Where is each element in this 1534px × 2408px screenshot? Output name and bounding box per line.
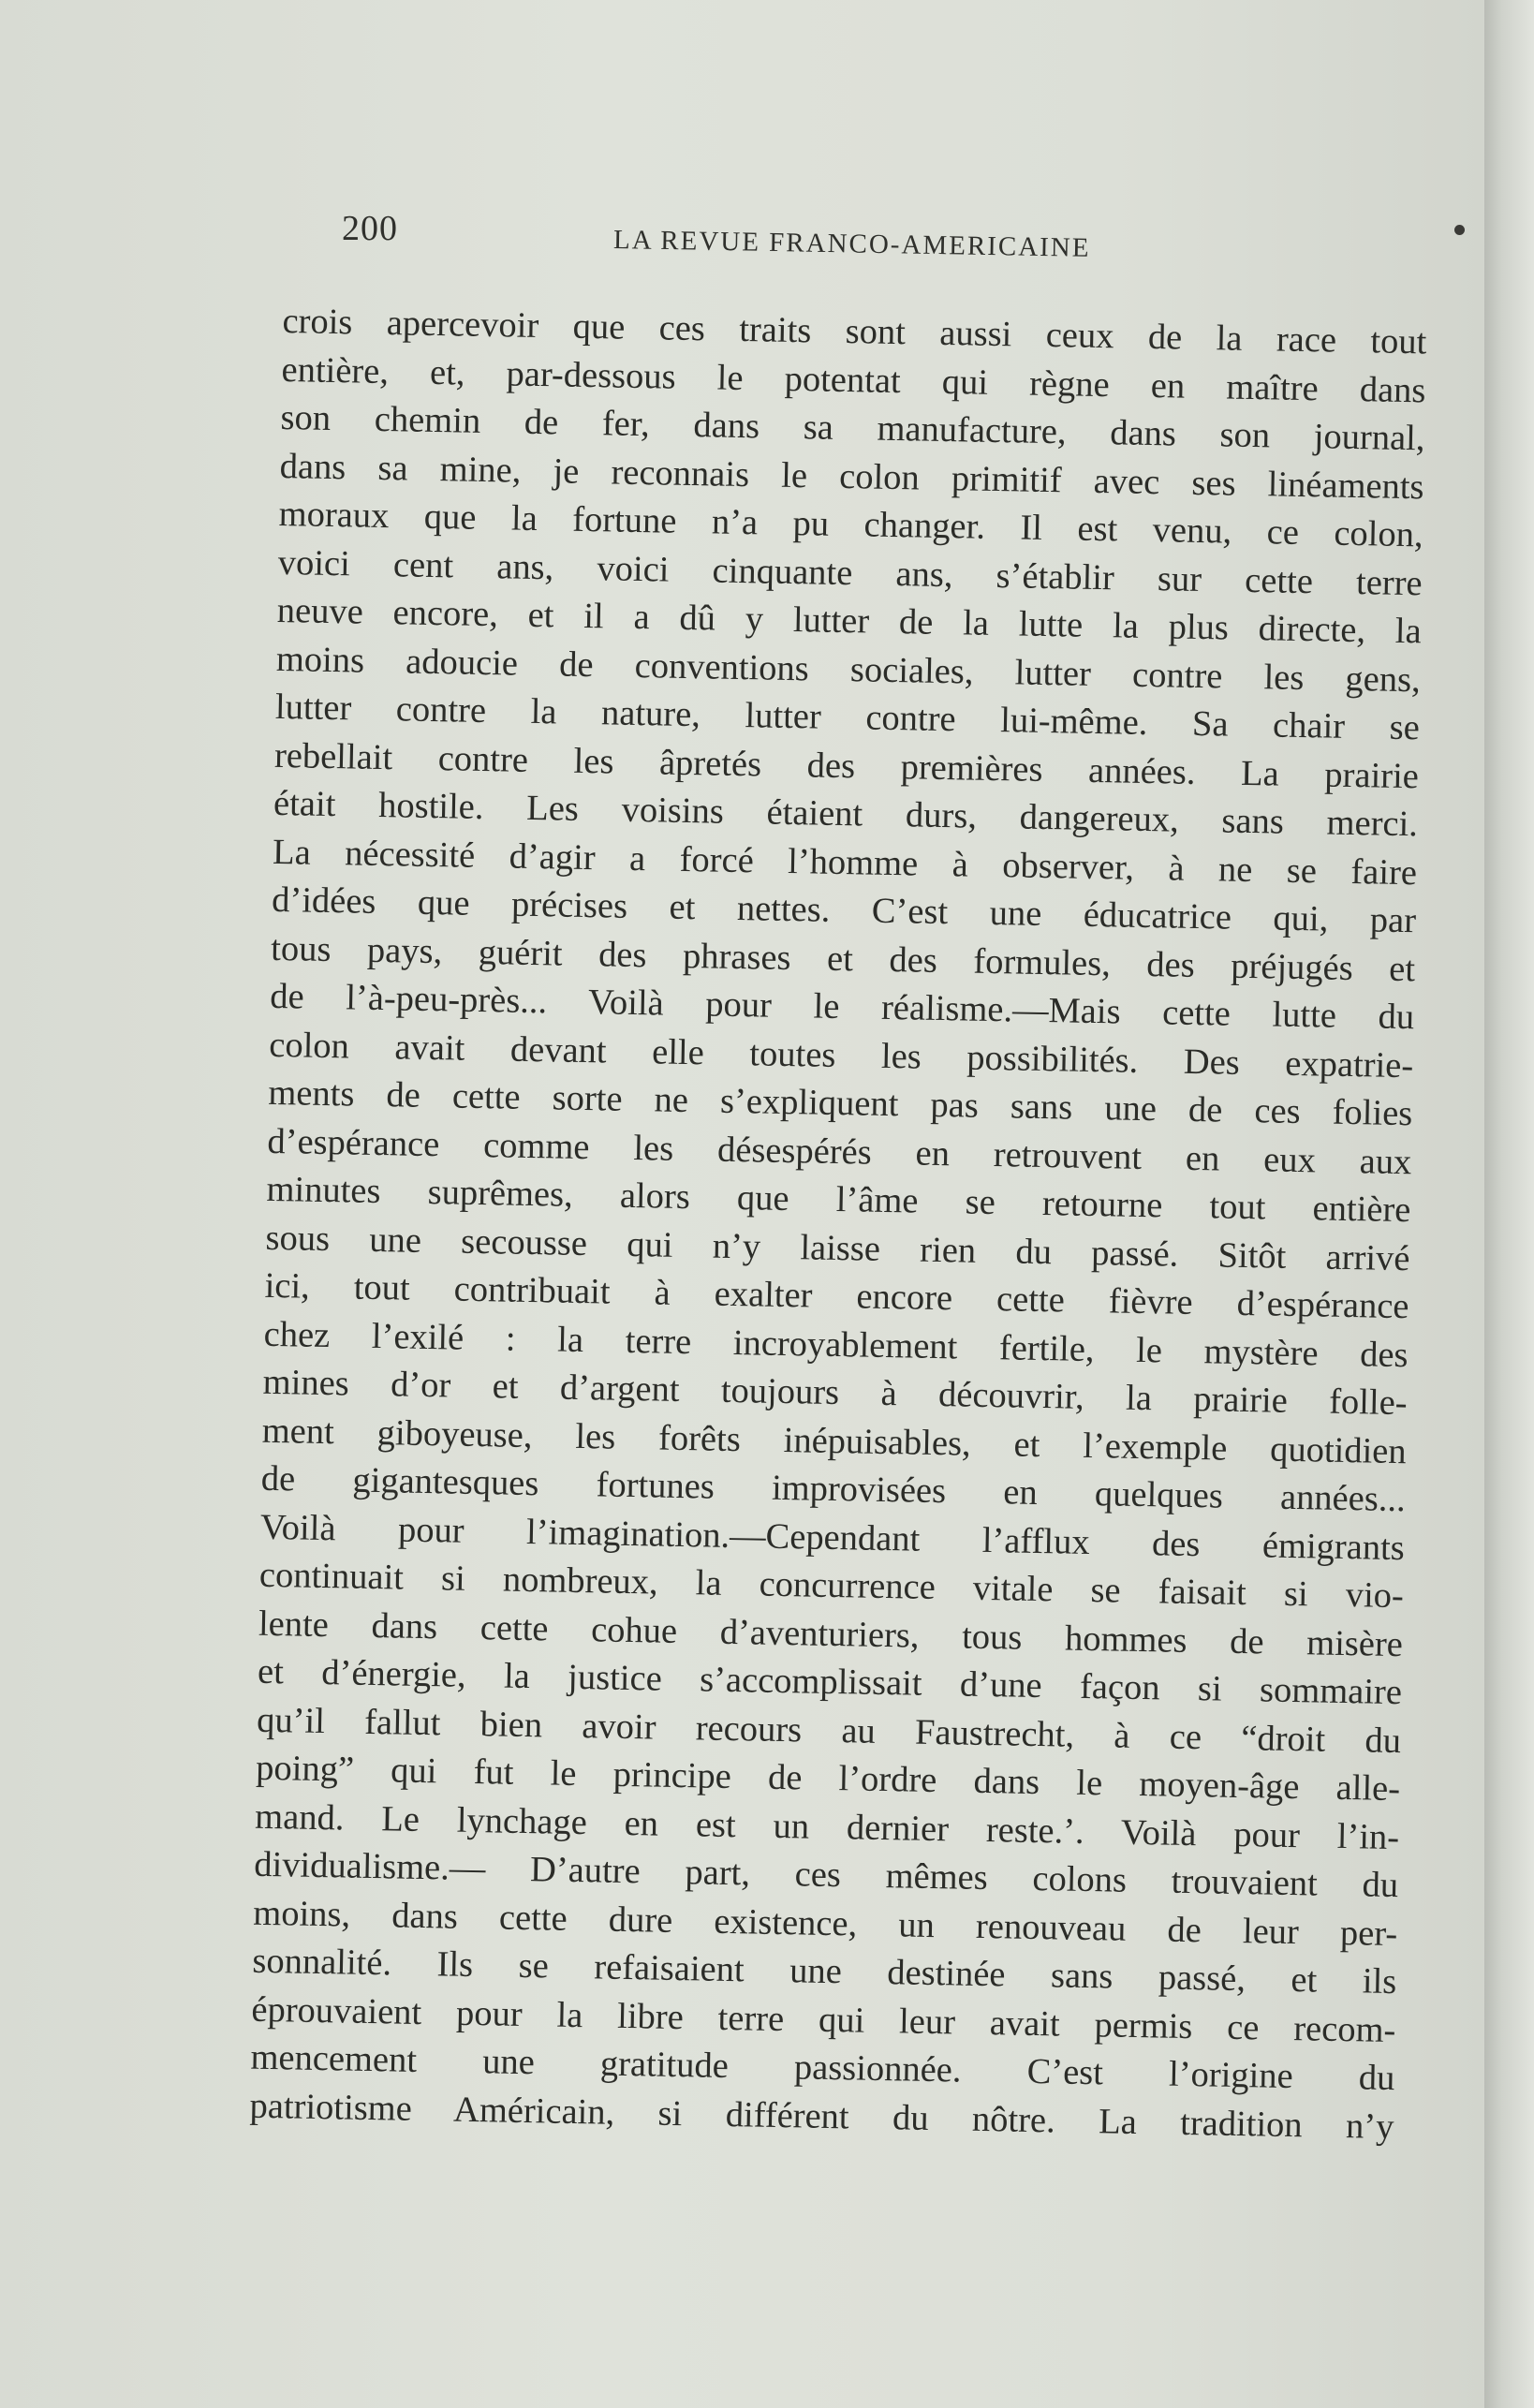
text-line: dans sa mine, je reconnais le colon primitif avec ses linéaments [279,446,1424,507]
running-header [342,208,1175,263]
text-line: éprouvaient pour la libre terre qui leur avait permis ce recom- [251,1989,1396,2050]
ink-speck [1454,225,1465,235]
text-line: qu’il fallut bien avoir recours au Faustrecht, à ce “droit du [256,1700,1402,1761]
text-line: entière, et, par-dessous le potentat qui règne en maître dans [281,349,1426,410]
text-line: crois apercevoir que ces traits sont aussi ceux de la race tout [282,301,1427,362]
text-line: dividualisme.— D’autre part, ces mêmes colons trouvaient du [253,1844,1399,1906]
body-text [249,298,1427,2151]
text-line: patriotisme Américain, si différent du nôtre. La tradition n’y [249,2086,1394,2147]
text-line: tous pays, guérit des phrases et des formules, des préjugés et [270,928,1416,989]
text-line: de l’à-peu-près... Voilà pour le réalisme.—Mais cette lutte du [269,976,1415,1038]
text-line: ici, tout contribuait à exalter encore cette fièvre d’espérance [264,1265,1409,1327]
text-line: était hostile. Les voisins étaient durs, dangereux, sans merci. [273,783,1419,845]
text-line: continuait si nombreux, la concurrence vitale se faisait si vio- [258,1555,1405,1617]
text-line: mines d’or et d’argent toujours à découvrir, la prairie folle- [262,1362,1408,1424]
text-line: rebellait contre les âpretés des premières années. La prairie [273,735,1420,796]
text-line: d’idées que précises et nettes. C’est une éducatrice qui, par [271,879,1417,941]
text-line: d’espérance comme les désespérés en retrouvent en eux aux [267,1121,1412,1182]
text-line: moins adoucie de conventions sociales, lutter contre les gens, [275,639,1422,700]
text-line: ment giboyeuse, les forêts inépuisables, et l’exemple quotidien [261,1411,1408,1471]
text-line: moraux que la fortune n’a pu changer. Il est venu, ce colon, [278,494,1423,555]
text-line: chez l’exilé : la terre incroyablement fertile, le mystère des [263,1314,1409,1375]
page-edge-shadow [1484,0,1534,2408]
text-line: moins, dans cette dure existence, un renouveau de leur per- [253,1893,1398,1954]
text-line: neuve encore, et il a dû y lutter de la lutte la plus directe, la [276,590,1423,652]
text-line: de gigantesques fortunes improvisées en quelques années... [260,1458,1407,1520]
text-line: sonnalité. Ils se refaisaient une destinée sans passé, et ils [252,1941,1397,2002]
text-line: mand. Le lynchage en est un dernier reste.’. Voilà pour l’in- [254,1796,1400,1857]
page-number: 200 [342,209,398,248]
text-line: minutes suprêmes, alors que l’âme se retourne tout entière [266,1169,1411,1231]
text-line: lutter contre la nature, lutter contre lui-même. Sa chair se [274,687,1421,748]
text-line: ments de cette sorte ne s’expliquent pas sans une de ces folies [268,1072,1413,1134]
text-line: lente dans cette cohue d’aventuriers, tous hommes de misère [258,1603,1404,1664]
text-line: colon avait devant elle toutes les possibilités. Des expatrie- [269,1025,1414,1086]
text-line: Voilà pour l’imagination.—Cependant l’afflux des émigrants [259,1507,1406,1568]
text-line: son chemin de fer, dans sa manufacture, dans son journal, [280,397,1425,459]
running-title: LA REVUE FRANCO-AMERICAINE [612,225,1091,263]
text-line: poing” qui fut le principe de l’ordre dans le moyen-âge alle- [255,1748,1401,1810]
text-line: sous une secousse qui n’y laisse rien du passé. Sitôt arrivé [265,1218,1410,1278]
text-line: et d’énergie, la justice s’accomplissait d’une façon si sommaire [257,1651,1403,1713]
text-line: voici cent ans, voici cinquante ans, s’établir sur cette terre [277,542,1423,603]
text-line: La nécessité d’agir a forcé l’homme à observer, à ne se faire [272,832,1418,893]
text-line: mencement une gratitude passionnée. C’est l’origine du [250,2037,1395,2099]
